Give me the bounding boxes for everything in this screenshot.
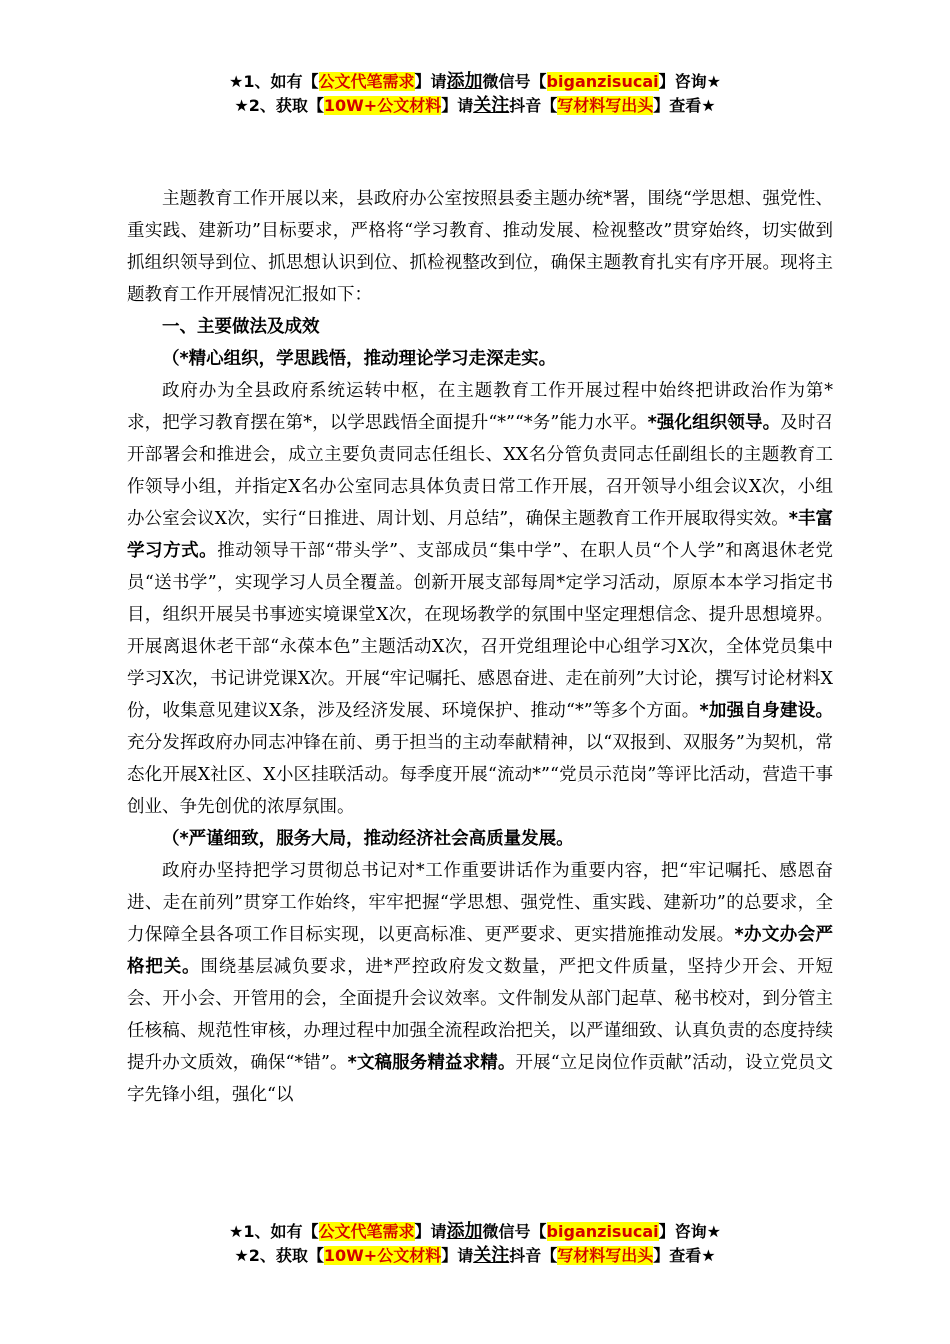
banner-text: 】咨询★	[658, 72, 721, 91]
banner-douyin-id: 写材料写出头	[557, 1246, 654, 1265]
banner-line-1	[0, 70, 950, 94]
body-paragraph	[127, 855, 833, 1111]
bold-lead: *强化组织领导。	[647, 413, 781, 433]
banner-text: 】请	[441, 1246, 474, 1265]
paragraph-text: 围绕基层减负要求，进*严控政府发文数量，严把文件质量，坚持少开会、开短会、开小会、开管用的会，全面提升会议效率。文件制发从部门起草、秘书校对，到分管主任核稿、规范性审核，办理过程中加强全流程政治把关，以严谨细致、认真负责的态度持续提升办文质效，确保“*错”。	[127, 957, 834, 1073]
bold-lead: *文稿服务精益求精。	[347, 1053, 516, 1073]
banner-text: 抖音【	[509, 96, 558, 115]
header-banner	[0, 70, 950, 118]
banner-text: 】查看★	[653, 1246, 716, 1265]
banner-emphasis: 添加	[446, 1221, 483, 1242]
banner-highlight: 公文代笔需求	[318, 72, 415, 91]
paragraph-text: 政府办为全县政府系统运转中枢，在主题教育工作开展过程中始终把讲政治作为第*求，把学习教育摆在第*，以学思践悟全面提升“*”“*务”能力水平。	[127, 381, 833, 433]
banner-text: 】请	[414, 72, 447, 91]
banner-text: 】请	[441, 96, 474, 115]
banner-text: 】查看★	[653, 96, 716, 115]
bold-lead: *丰富学习方式。	[127, 509, 833, 561]
subsection-heading: （*严谨细致，服务大局，推动经济社会高质量发展。	[162, 829, 574, 849]
banner-highlight: 10W+公文材料	[323, 96, 442, 115]
bold-lead: *办文办会严格把关。	[127, 925, 834, 977]
banner-text: 抖音【	[509, 1246, 558, 1265]
banner-emphasis: 添加	[446, 71, 483, 92]
banner-line-1	[0, 1220, 950, 1244]
banner-highlight: 10W+公文材料	[323, 1246, 442, 1265]
banner-wechat-id: biganzisucai	[546, 72, 659, 91]
document-body	[127, 183, 833, 1111]
section-heading: 一、主要做法及成效	[162, 317, 320, 337]
banner-text: 】请	[414, 1222, 447, 1241]
banner-text: 微信号【	[482, 72, 547, 91]
banner-text: ★1、如有【	[229, 1222, 319, 1241]
banner-text: 微信号【	[482, 1222, 547, 1241]
paragraph-text: 政府办坚持把学习贯彻总书记对*工作重要讲话作为重要内容，把“牢记嘱托、感恩奋进、走在前列”贯穿工作始终，牢牢把握“学思想、强党性、重实践、建新功”的总要求，全力保障全县各项工作目标实现，以更高标准、更严要求、更实措施推动发展。	[127, 861, 833, 945]
body-paragraph	[127, 375, 833, 823]
banner-emphasis: 关注	[473, 1245, 510, 1266]
banner-text: ★1、如有【	[229, 72, 319, 91]
paragraph-text: 推动领导干部“带头学”、支部成员“集中学”、在职人员“个人学”和离退休老党员“送书学”，实现学习人员全覆盖。创新开展支部每周*定学习活动，原原本本学习指定书目，组织开展吴书事迹实境课堂X次，在现场教学的氛围中坚定理想信念、提升思想境界。开展离退休老干部“永葆本色”主题活动X次，召开党组理论中心组学习X次，全体党员集中学习X次，书记讲党课X次。开展“牢记嘱托、感恩奋进、走在前列”大讨论，撰写讨论材料X份，收集意见建议X条，涉及经济发展、环境保护、推动“*”等多个方面。	[127, 541, 834, 721]
banner-line-2	[0, 1244, 950, 1268]
paragraph-text: 充分发挥政府办同志冲锋在前、勇于担当的主动奉献精神，以“双报到、双服务”为契机，常态化开展X社区、X小区挂联活动。每季度开展“流动*”“党员示范岗”等评比活动，营造干事创业、争先创优的浓厚氛围。	[127, 733, 833, 817]
subsection-heading: （*精心组织，学思践悟，推动理论学习走深走实。	[162, 349, 557, 369]
intro-paragraph: 主题教育工作开展以来，县政府办公室按照县委主题办统*署，围绕“学思想、强党性、重实践、建新功”目标要求，严格将“学习教育、推动发展、检视整改”贯穿始终，切实做到抓组织领导到位、抓思想认识到位、抓检视整改到位，确保主题教育扎实有序开展。现将主题教育工作开展情况汇报如下：	[127, 189, 833, 305]
bold-lead: *加强自身建设。	[699, 701, 833, 721]
footer-banner	[0, 1220, 950, 1268]
banner-text: 】咨询★	[658, 1222, 721, 1241]
banner-douyin-id: 写材料写出头	[557, 96, 654, 115]
banner-text: ★2、获取【	[234, 96, 324, 115]
banner-highlight: 公文代笔需求	[318, 1222, 415, 1241]
banner-text: ★2、获取【	[234, 1246, 324, 1265]
paragraph-text: 及时召开部署会和推进会，成立主要负责同志任组长、XX名分管负责同志任副组长的主题教育工作领导小组，并指定X名办公室同志具体负责日常工作开展，召开领导小组会议X次，小组办公室会议X次，实行“日推进、周计划、月总结”，确保主题教育工作开展取得实效。	[127, 413, 833, 529]
banner-line-2	[0, 94, 950, 118]
banner-emphasis: 关注	[473, 95, 510, 116]
paragraph-text: 开展“立足岗位作贡献”活动，设立党员文字先锋小组，强化“以	[127, 1053, 833, 1105]
banner-wechat-id: biganzisucai	[546, 1222, 659, 1241]
